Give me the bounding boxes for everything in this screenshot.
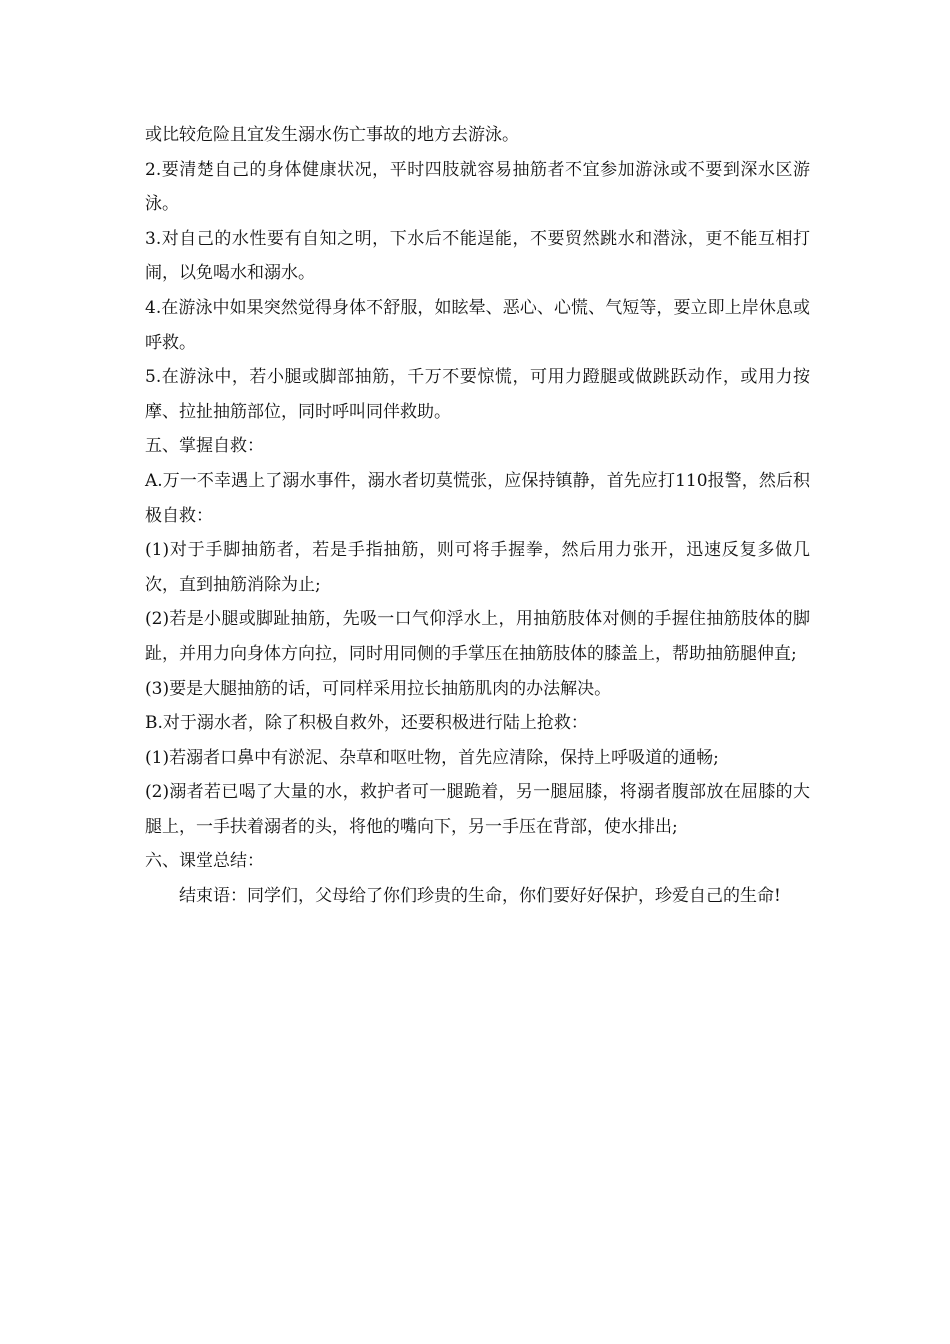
section-heading-five: 五、掌握自救： (145, 436, 264, 457)
paragraph-b-1: (1)若溺者口鼻中有淤泥、杂草和呕吐物，首先应清除，保持上呼吸道的通畅; (145, 747, 719, 768)
paragraph-a-3: (3)要是大腿抽筋的话，可同样采用拉长抽筋肌肉的办法解决。 (145, 678, 612, 699)
paragraph-item-4: 4.在游泳中如果突然觉得身体不舒服，如眩晕、恶心、心慌、气短等，要立即上岸休息或呼救。 (145, 297, 810, 353)
section-heading-six: 六、课堂总结： (145, 851, 264, 872)
paragraph-rescue-b: B.对于溺水者，除了积极自救外，还要积极进行陆上抢救： (145, 713, 588, 734)
paragraph-a-1: (1)对于手脚抽筋者，若是手指抽筋，则可将手握拳，然后用力张开，迅速反复多做几次，直到抽筋消除为止; (145, 540, 810, 595)
paragraph-item-2: 2.要清楚自己的身体健康状况，平时四肢就容易抽筋者不宜参加游泳或不要到深水区游泳。 (145, 159, 810, 215)
paragraph-item-5: 5.在游泳中，若小腿或脚部抽筋，千万不要惊慌，可用力蹬腿或做跳跃动作，或用力按摩、拉扯抽筋部位，同时呼叫同伴救助。 (145, 367, 810, 422)
paragraph-self-rescue-a: A.万一不幸遇上了溺水事件，溺水者切莫慌张，应保持镇静，首先应打110报警，然后积极自救： (145, 470, 810, 526)
paragraph-a-2: (2)若是小腿或脚趾抽筋，先吸一口气仰浮水上，用抽筋肢体对侧的手握住抽筋肢体的脚趾，并用力向身体方向拉，同时用同侧的手掌压在抽筋肢体的膝盖上，帮助抽筋腿伸直; (145, 609, 810, 664)
closing-remarks: 结束语：同学们，父母给了你们珍贵的生命，你们要好好保护，珍爱自己的生命! (179, 886, 781, 907)
document-body (145, 118, 810, 914)
paragraph-continuation: 或比较危险且宜发生溺水伤亡事故的地方去游泳。 (145, 125, 519, 145)
paragraph-item-3: 3.对自己的水性要有自知之明，下水后不能逞能，不要贸然跳水和潜泳，更不能互相打闹，以免喝水和溺水。 (145, 228, 810, 284)
paragraph-b-2: (2)溺者若已喝了大量的水，救护者可一腿跪着，另一腿屈膝，将溺者腹部放在屈膝的大腿上，一手扶着溺者的头，将他的嘴向下，另一手压在背部，使水排出; (145, 782, 810, 837)
